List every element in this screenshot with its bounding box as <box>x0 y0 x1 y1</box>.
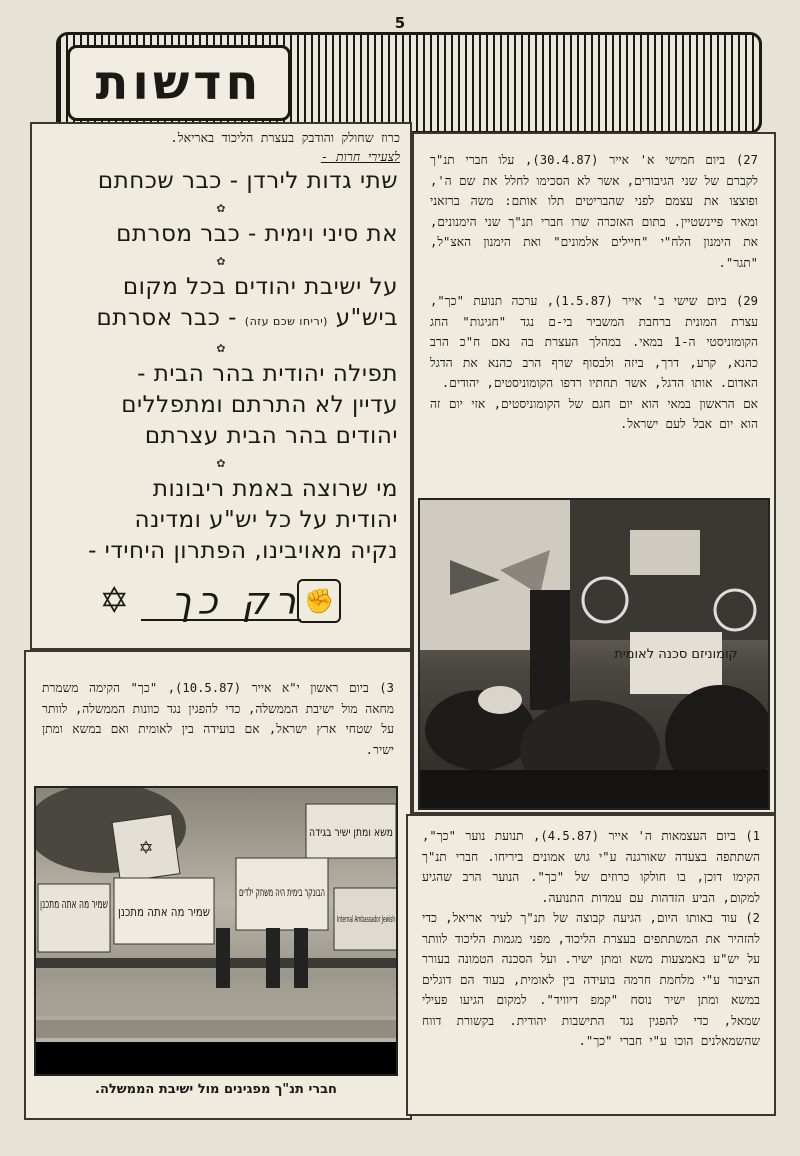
protest-sign-text: קומוניזם סכנה לאומית <box>614 647 738 662</box>
protest-sign-text: הבונקר בימית היה משחק ילדים <box>239 885 325 899</box>
protest-sign-text: שמיר מה אתה מתכנן <box>118 905 210 920</box>
news-item: 3) ביום ראשון י"א אייר (10.5.87), "כך" הקימה משמרת מחאה מול ישיבת הממשלה, כדי להפגין נגד כוונות הממשלה, לוותר על שטחי ארץ ישראל, אם בועידה בין לאומית ואם במשא ומתן ישיר. <box>42 681 394 757</box>
protest-sign-text: שמיר מה אתה מתכנן <box>40 897 108 912</box>
leaflet-addressee: לצעירי חרות - <box>320 149 400 164</box>
masthead-banner <box>56 32 762 134</box>
flower-ornament-icon: ✿ <box>216 455 226 471</box>
flower-ornament-icon: ✿ <box>216 200 226 216</box>
news-item: 29) ביום שישי ב' אייר (1.5.87), ערכה תנועת "כך", עצרת המונית ברחבת המשביר בי-ם נגד "חגיגות" החג הקומוניסטי ה-1 במאי. במהלך העצרת בה נאם ח"כ הרב כהנא, קרע, דרך, ביזה ולבסוף שרף הרב כהנא את הדגל האדום. אותו הדגל, אשר תחתיו רדפו הקומוניסטים, יהודים. <box>430 294 758 390</box>
slogan-text: - כבר אסרתם <box>96 305 237 331</box>
slogan-line: נקיה מאויבינו, הפתרון היחידי - <box>88 538 398 564</box>
news-item: 2) עוד באותו היום, הגיעה קבוצה של תנ"ך לעיר אריאל, כדי להזהיר את המשתתפים בעצרת הליכוד, מפני מגמות הליכוד לוותר על יש"ע באמצעות משא ומתן ישיר. ועל הסכנה הטמונה בעורר הציבור ע"י מלחמת חרמה בועידה בין לאומית, בעוד הם דוגלים במשא ומתן ישיר נוסח "קמפ דיוויד". למקום הגיעו פעילי שמאל, כדי להפגין נגד התישבות יהודית. בקשורת דווח שהשמאלנים הוכו ע"י חברי "כך". <box>422 911 760 1048</box>
slogan-line: עדיין לא התרתם ומתפללים <box>121 392 398 418</box>
signature-underline <box>141 619 301 621</box>
signature-text: רק כך <box>171 579 302 623</box>
rally-photo <box>418 498 770 810</box>
slogan-line: יהודית על כל יש"ע ומדינה <box>134 507 398 533</box>
protest-photo-image <box>36 788 398 1076</box>
photo-caption: חברי תנ"ך מפגינים מול ישיבת הממשלה. <box>95 1082 337 1097</box>
fist-icon: ✊ <box>297 579 341 623</box>
slogan-line: מי שרוצה באמת ריבונות <box>152 476 398 502</box>
slogan-line: יהודים בהר הבית עצרתם <box>144 423 398 449</box>
slogan-line <box>44 303 398 337</box>
star-of-david-fist-icon: ✡ <box>101 573 128 624</box>
star-of-david-icon: ✡ <box>139 835 153 860</box>
masthead-title: חדשות <box>67 45 291 121</box>
slogan-line: את סיני וימית - כבר מסרתם <box>116 221 398 247</box>
news-item: 1) ביום העצמאות ה' אייר (4.5.87), תנועת נוער "כך", השתתפה בצעדה שאורגנה ע"י גוש אמונים ביריחו. חברי תנ"ך הקימו דוכן, בו חולקו כרוזים של "כך". הנוער הרב שהגיע למקום, הביע הזדהות עם עמדות התנועה. <box>422 829 761 905</box>
slogan-text: ביש"ע <box>335 305 398 331</box>
news-panel-bottom-right <box>406 814 776 1116</box>
slogan-line: תפילה יהודית בהר הבית - <box>137 361 398 387</box>
kach-signature <box>101 575 341 627</box>
leaflet-panel <box>30 122 412 650</box>
slogan-line: על ישיבת יהודים בכל מקום <box>122 274 398 300</box>
news-item: אם הראשון במאי הוא יום חגם של הקומוניסטים, אזי יום זה הוא יום אבל לעם ישראל. <box>430 396 758 431</box>
flower-ornament-icon: ✿ <box>216 253 226 269</box>
protest-sign-text: משא ומתן ישיר בגידה <box>309 825 393 839</box>
rally-photo-image <box>420 500 770 810</box>
protest-photo <box>34 786 398 1076</box>
flower-ornament-icon: ✿ <box>216 340 226 356</box>
slogan-parenthetical: (יריחו שכם עזה) <box>244 315 328 328</box>
news-item: 27) ביום חמישי א' אייר (30.4.87), עלו חברי תנ"ך לקברם של שני הגיבורים, אשר לא הסכימו לחלל את שם ה', ופוצצו את עצמם לפני שהבריטים תלו אותם: משה ברזאני ומאיר פיינשטיין. בתום האזכרה שרו חברי תנ"ך שני הימנונים, את הימנון הלח"י "חיילים אלמונים" ואת הימנון האצ"ל, "תגר". <box>430 153 758 270</box>
page-number: 5 <box>394 14 406 32</box>
protest-sign-text: Internal Ambassador Jewish <box>337 915 395 925</box>
slogan-line: שתי גדות לירדן - כבר שכחתם <box>97 168 398 194</box>
leaflet-intro: כרוז שחולק והודבק בעצרת הליכוד באריאל. <box>170 130 400 145</box>
